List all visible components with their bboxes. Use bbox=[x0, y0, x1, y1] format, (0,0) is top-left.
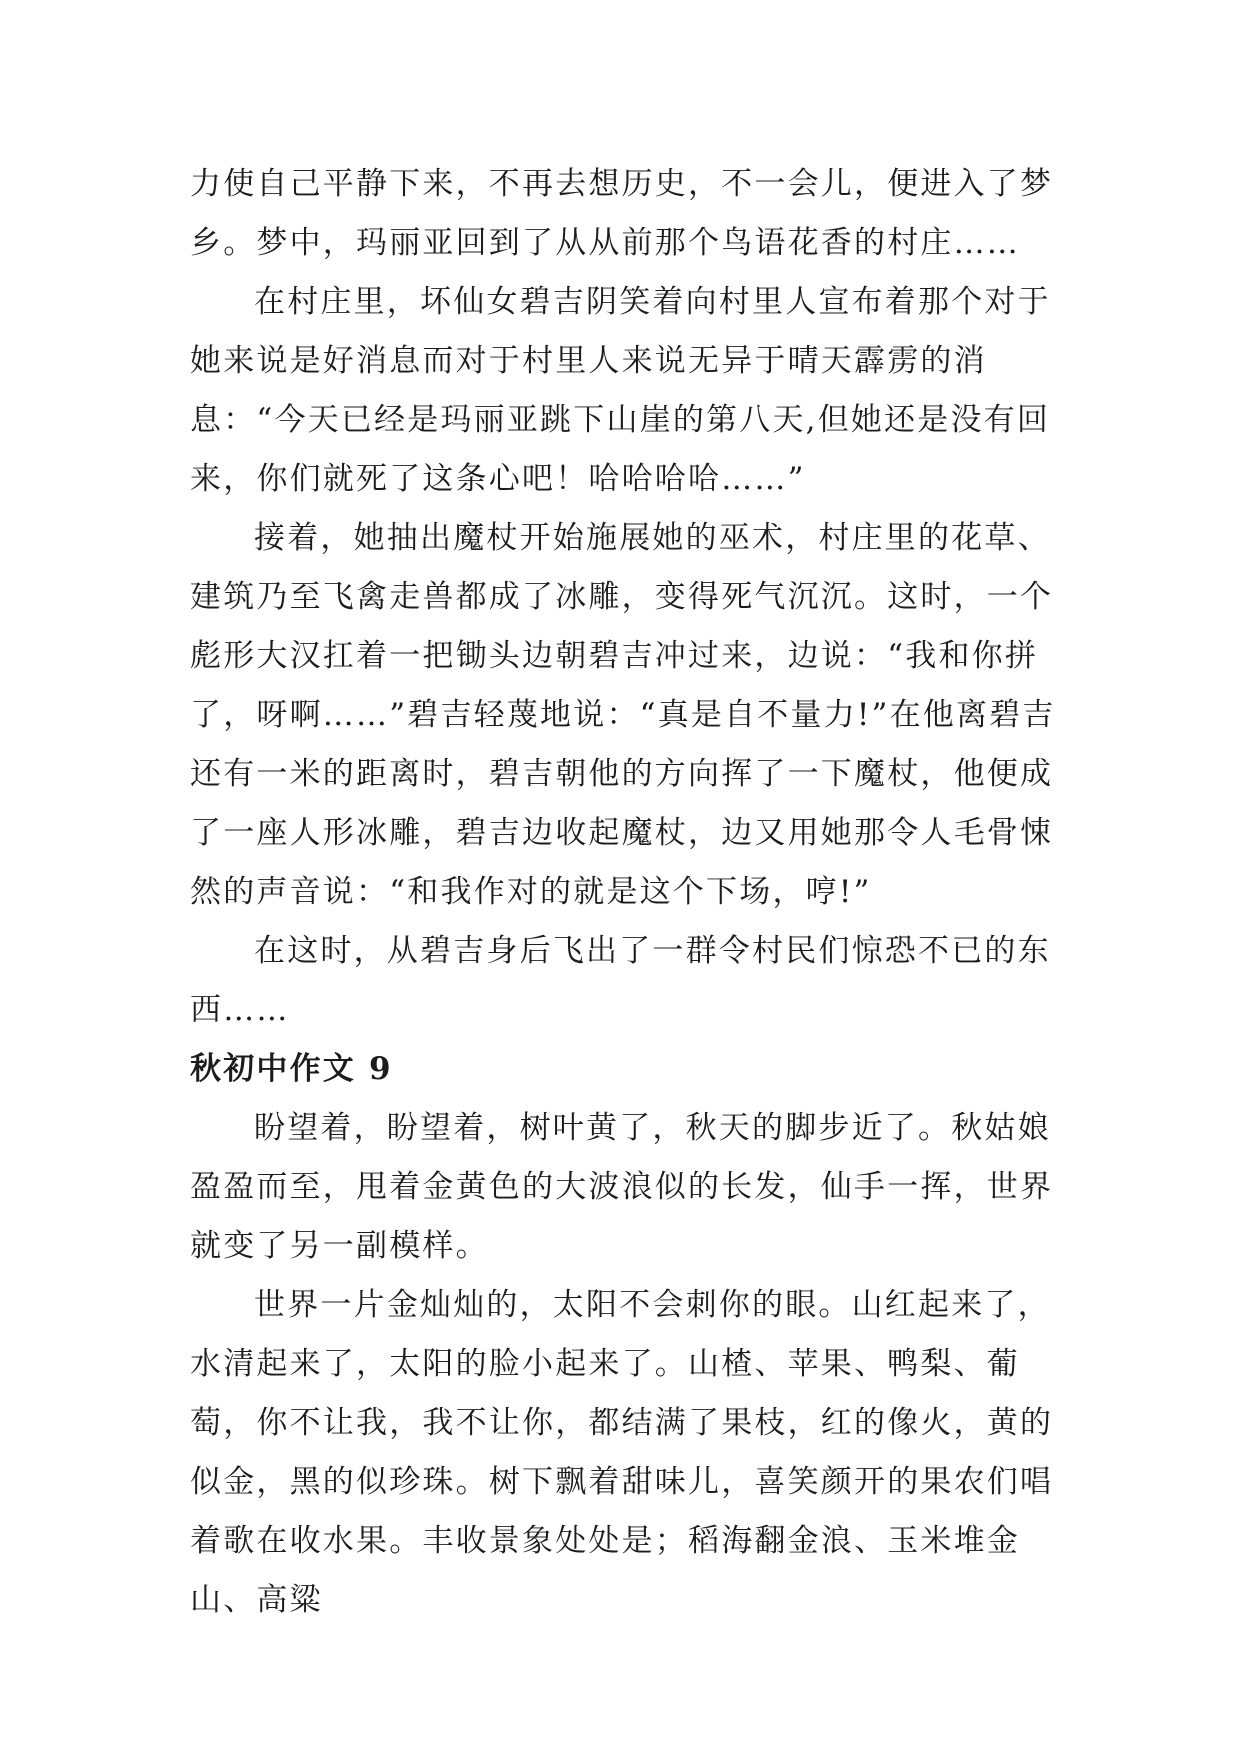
paragraph-6: 世界一片金灿灿的，太阳不会刺你的眼。山红起来了，水清起来了，太阳的脸小起来了。山楂、苹果、鸭梨、葡萄，你不让我，我不让你，都结满了果枝，红的像火，黄的似金，黑的似珍珠。树下飘着甜味儿，喜笑颜开的果农们唱着歌在收水果。丰收景象处处是；稻海翻金浪、玉米堆金山、高粱 bbox=[190, 1287, 1054, 1618]
paragraph-5: 盼望着，盼望着，树叶黄了，秋天的脚步近了。秋姑娘盈盈而至，甩着金黄色的大波浪似的长发，仙手一挥，世界就变了另一副模样。 bbox=[190, 1110, 1054, 1264]
paragraph-2: 在村庄里，坏仙女碧吉阴笑着向村里人宣布着那个对于她来说是好消息而对于村里人来说无异于晴天霹雳的消息：“今天已经是玛丽亚跳下山崖的第八天,但她还是没有回来，你们就死了这条心吧！哈哈哈哈……” bbox=[190, 284, 1051, 497]
paragraph-3: 接着，她抽出魔杖开始施展她的巫术，村庄里的花草、建筑乃至飞禽走兽都成了冰雕，变得死气沉沉。这时，一个彪形大汉扛着一把锄头边朝碧吉冲过来，边说：“我和你拼了，呀啊……”碧吉轻蔑地说：“真是自不量力!”在他离碧吉还有一米的距离时，碧吉朝他的方向挥了一下魔杖，他便成了一座人形冰雕，碧吉边收起魔杖，边又用她那令人毛骨悚然的声音说：“和我作对的就是这个下场，哼!” bbox=[190, 520, 1056, 910]
paragraph-1: 力使自己平静下来，不再去想历史，不一会儿，便进入了梦乡。梦中，玛丽亚回到了从从前那个鸟语花香的村庄…… bbox=[190, 166, 1054, 261]
paragraph-4: 在这时，从碧吉身后飞出了一群令村民们惊恐不已的东西…… bbox=[190, 933, 1051, 1028]
section-heading: 秋初中作文 9 bbox=[190, 1051, 393, 1087]
document-body bbox=[190, 155, 1070, 1630]
